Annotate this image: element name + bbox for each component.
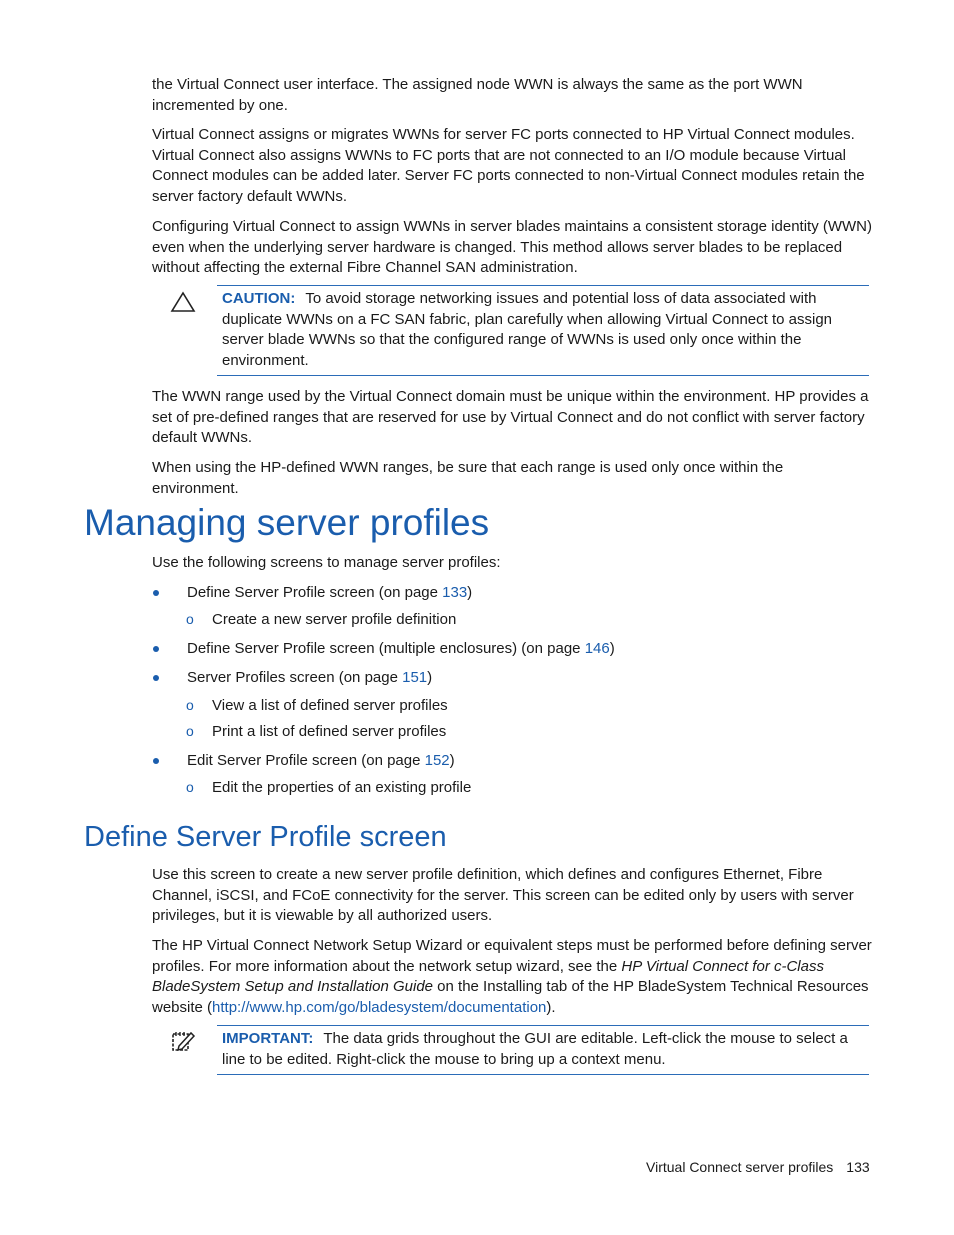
body-paragraph: Configuring Virtual Connect to assign WWNs in server blades maintains a consistent storage identity (WWN) even when the underlying server hardware is changed. This method allows server blades to be replaced without affecting the external Fibre Channel SAN administration. [152,218,873,277]
body-paragraph: Virtual Connect assigns or migrates WWNs for server FC ports connected to HP Virtual Connect modules. Virtual Connect also assigns WWNs to FC ports that are not connected to an I/O module because Virtual Connect modules can be added later. Server FC ports connected to non-Virtual Connect modules retain the server factory default WWNs. [152,126,865,205]
page-link-151[interactable]: 151 [402,669,428,686]
notepad-pencil-icon [170,1029,196,1058]
sub-list-item: o Create a new server profile definition [186,611,457,628]
caution-text: To avoid storage networking issues and potential loss of data associated with duplicate WWNs on a FC SAN fabric, plan carefully when allowing Virtual Connect to assign server blade WWNs so that the configured range of WWNs is used only once within the environment. [222,290,833,369]
body-paragraph: The WWN range used by the Virtual Connect domain must be unique within the environment. HP provides a set of pre-defined ranges that are reserved for use by Virtual Connect and do not conflict with server factory default WWNs. [152,388,869,447]
body-paragraph: The HP Virtual Connect Network Setup Wizard or equivalent steps must be performed before defining server profiles. For more information about the network setup wizard, see the HP Virtual Connect for c-Class BladeSystem Setup and Installation Guide on the Installing tab of the HP BladeSystem Technical Resources website (http://www.hp.com/go/bladesystem/documentation). [152,937,872,1016]
circle-bullet-icon: o [186,611,194,627]
bullet-icon [153,758,159,764]
documentation-link[interactable]: http://www.hp.com/go/bladesystem/documentation [212,998,547,1016]
body-paragraph: When using the HP-defined WWN ranges, be sure that each range is used only once within the environment. [152,459,784,497]
important-text: The data grids throughout the GUI are editable. Left-click the mouse to select a line to be edited. Right-click the mouse to bring up a context menu. [222,1030,848,1068]
footer-section: Virtual Connect server profiles [646,1159,834,1175]
sub-list-item: o Edit the properties of an existing profile [186,779,472,796]
page-link-133[interactable]: 133 [442,584,468,601]
bullet-icon [153,590,159,596]
caution-notice [217,285,869,376]
sub-list-item: o Print a list of defined server profiles [186,723,447,740]
guide-title: HP Virtual Connect for c-Class BladeSystem Setup and Installation Guide [152,957,824,996]
page-link-152[interactable]: 152 [424,752,450,769]
circle-bullet-icon: o [186,779,194,795]
section-heading-define-server-profile-screen: Define Server Profile screen [84,821,447,853]
page-number: 133 [846,1159,870,1175]
circle-bullet-icon: o [186,723,194,739]
section-heading-managing-server-profiles: Managing server profiles [84,502,490,543]
warning-triangle-icon [170,291,196,318]
body-paragraph: the Virtual Connect user interface. The assigned node WWN is always the same as the port WWN incremented by one. [152,76,803,114]
important-label: IMPORTANT: [222,1030,314,1047]
important-notice [217,1025,869,1075]
sub-list-item: o View a list of defined server profiles [186,697,448,714]
page-footer [646,1157,870,1177]
caution-label: CAUTION: [222,290,296,307]
section-intro: Use the following screens to manage server profiles: [152,554,501,571]
bullet-icon [153,675,159,681]
bullet-icon [153,646,159,652]
body-paragraph: Use this screen to create a new server profile definition, which defines and configures Ethernet, Fibre Channel, iSCSI, and FCoE connectivity for the server. This screen can be edited only by users with server privileges, but it is viewable by all authorized users. [152,866,854,925]
circle-bullet-icon: o [186,697,194,713]
page-link-146[interactable]: 146 [584,640,610,657]
